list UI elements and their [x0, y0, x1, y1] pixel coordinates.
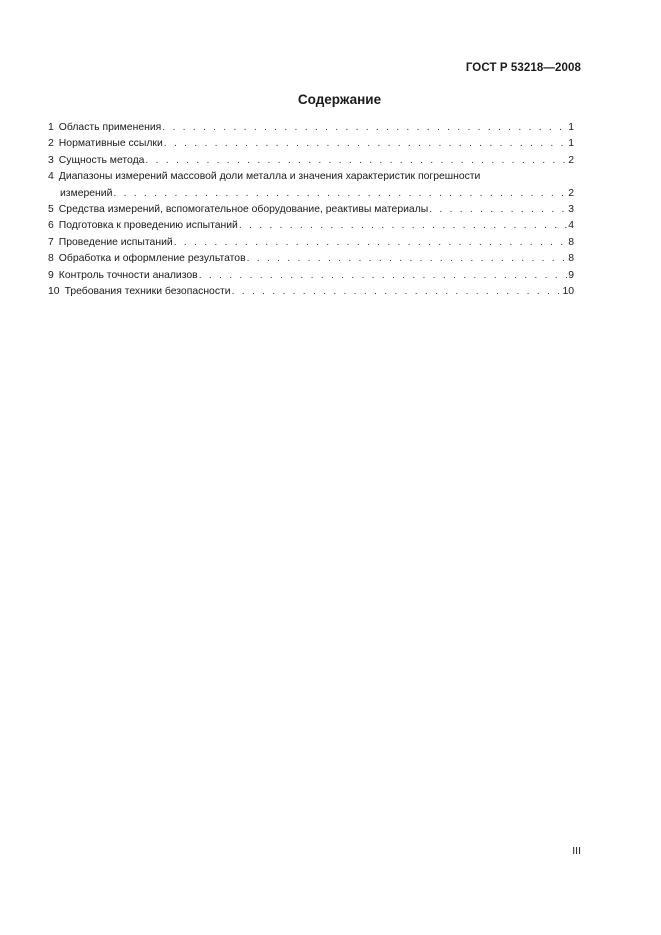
toc-entry-number: 3 [48, 154, 54, 166]
toc-entry-page: 1 [568, 122, 574, 133]
toc-entry-4[interactable] [48, 169, 574, 202]
toc-entry-page: 8 [568, 253, 574, 265]
toc-entry-page: 9 [568, 269, 574, 281]
toc-entry-page: 3 [568, 204, 574, 216]
toc-entry-title: Средства измерений, вспомогательное оборудование, реактивы материалы [58, 204, 429, 216]
toc-entry-title: Область применения [58, 122, 162, 133]
toc-leader-dots [199, 268, 568, 284]
toc-entry-title: Требования техники безопасности [64, 286, 231, 298]
toc-entry-title: Контроль точности анализов [58, 269, 198, 281]
toc-leader-dots [164, 136, 567, 152]
toc-leader-dots [113, 186, 567, 202]
toc-entry-title: Подготовка к проведению испытаний [58, 220, 238, 232]
toc-entry-number: 10 [48, 286, 60, 298]
toc-entry-number: 5 [48, 204, 54, 216]
toc-leader-dots [429, 202, 567, 218]
toc-entry-number: 8 [48, 253, 54, 265]
toc-entry-number: 4 [48, 171, 54, 183]
toc-entry-page: 8 [568, 236, 574, 248]
toc-entry-2[interactable] [48, 136, 574, 152]
toc-entry-1[interactable] [48, 120, 574, 136]
toc-entry-page: 2 [568, 187, 574, 199]
page-number: III [572, 845, 581, 857]
toc-entry-title: Сущность метода [58, 154, 145, 166]
toc-entry-number: 9 [48, 269, 54, 281]
document-code: ГОСТ Р 53218—2008 [465, 62, 581, 74]
toc-entry-10[interactable] [48, 284, 574, 300]
toc-leader-dots [162, 120, 567, 136]
toc-entry-number: 6 [48, 220, 54, 232]
toc-entry-page: 1 [568, 138, 574, 150]
toc-leader-dots [174, 235, 568, 251]
toc-entry-title-continuation: измерений [60, 187, 113, 199]
table-of-contents [48, 120, 574, 300]
toc-entry-9[interactable] [48, 268, 574, 284]
toc-entry-6[interactable] [48, 218, 574, 234]
toc-leader-dots [247, 251, 568, 267]
toc-entry-number: 7 [48, 236, 54, 248]
toc-entry-5[interactable] [48, 202, 574, 218]
toc-leader-dots [232, 284, 562, 300]
toc-title: Содержание [297, 92, 382, 107]
toc-entry-page: 2 [568, 154, 574, 166]
toc-entry-7[interactable] [48, 235, 574, 251]
toc-leader-dots [239, 218, 567, 234]
toc-entry-title: Обработка и оформление результатов [58, 253, 246, 265]
toc-entry-page: 4 [568, 220, 574, 232]
toc-entry-title: Диапазоны измерений массовой доли металла и значения характеристик погрешности [58, 171, 481, 183]
toc-entry-number: 2 [48, 138, 54, 150]
toc-entry-page: 10 [562, 286, 574, 298]
toc-entry-title: Проведение испытаний [58, 236, 173, 248]
toc-leader-dots [145, 153, 567, 169]
toc-entry-title: Нормативные ссылки [58, 138, 163, 150]
toc-entry-3[interactable] [48, 153, 574, 169]
toc-entry-8[interactable] [48, 251, 574, 267]
toc-entry-number: 1 [48, 122, 54, 133]
